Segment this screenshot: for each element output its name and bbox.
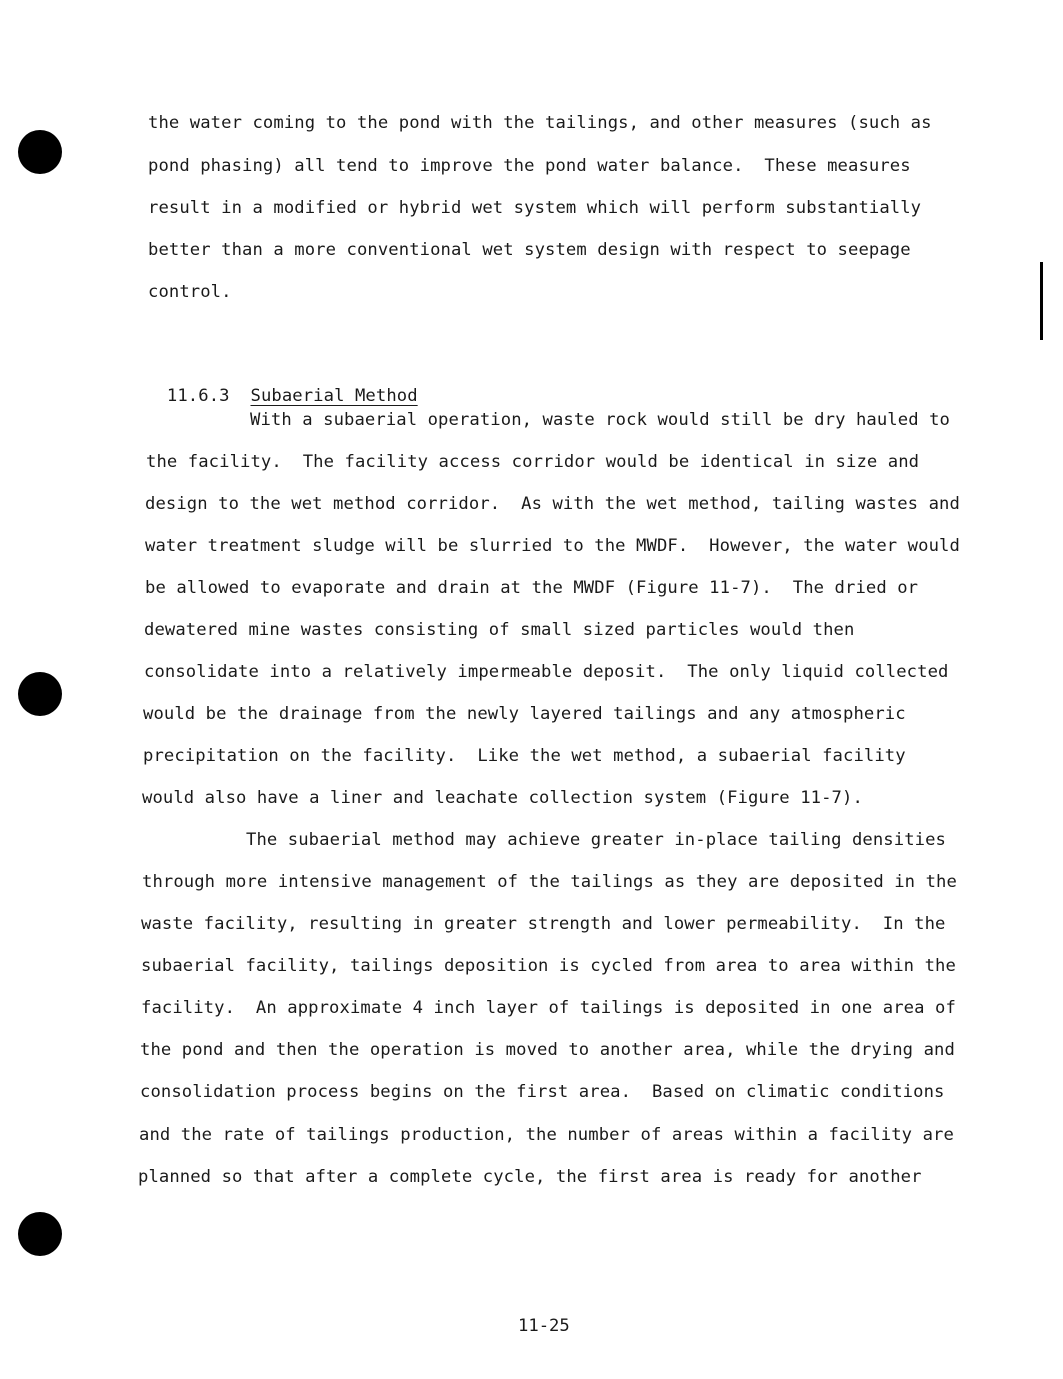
text-line: water treatment sludge will be slurried to the MWDF. However, the water would — [145, 536, 960, 556]
text-line: pond phasing) all tend to improve the pond water balance. These measures — [148, 156, 911, 176]
text-line: result in a modified or hybrid wet system which will perform substantially — [148, 198, 922, 218]
text-line: facility. An approximate 4 inch layer of tailings is deposited in one area of — [141, 998, 956, 1018]
text-line: design to the wet method corridor. As with the wet method, tailing wastes and — [145, 494, 960, 514]
text-line: The subaerial method may achieve greater in-place tailing densities — [246, 830, 946, 850]
page-number: 11-25 — [518, 1316, 570, 1336]
revision-margin-bar — [1040, 262, 1043, 340]
text-line: consolidate into a relatively impermeable deposit. The only liquid collected — [144, 662, 949, 682]
text-line: would also have a liner and leachate collection system (Figure 11-7). — [142, 788, 863, 808]
text-line: would be the drainage from the newly layered tailings and any atmospheric — [143, 704, 906, 724]
text-line: dewatered mine wastes consisting of small sized particles would then — [144, 620, 855, 640]
text-line: waste facility, resulting in greater strength and lower permeability. In the — [141, 914, 946, 934]
punch-hole-middle — [18, 672, 62, 716]
text-line: consolidation process begins on the first area. Based on climatic conditions — [140, 1082, 945, 1102]
section-title: Subaerial Method — [250, 386, 418, 406]
text-line: through more intensive management of the tailings as they are deposited in the — [142, 872, 957, 892]
text-line: the pond and then the operation is moved to another area, while the drying and — [140, 1040, 955, 1060]
text-line: the water coming to the pond with the tailings, and other measures (such as — [148, 113, 932, 133]
punch-hole-bottom — [18, 1212, 62, 1256]
punch-hole-top — [18, 130, 62, 174]
text-line: be allowed to evaporate and drain at the MWDF (Figure 11-7). The dried or — [145, 578, 919, 598]
text-line: subaerial facility, tailings deposition is cycled from area to area within the — [141, 956, 956, 976]
text-line: and the rate of tailings production, the number of areas within a facility are — [139, 1125, 954, 1145]
text-line: With a subaerial operation, waste rock would still be dry hauled to — [250, 410, 950, 430]
text-line: precipitation on the facility. Like the wet method, a subaerial facility — [143, 746, 906, 766]
text-line: better than a more conventional wet system design with respect to seepage — [148, 240, 911, 260]
text-line: the facility. The facility access corridor would be identical in size and — [146, 452, 920, 472]
section-number: 11.6.3 — [166, 386, 230, 406]
section-heading — [146, 366, 418, 406]
text-line: control. — [148, 282, 232, 302]
text-line: planned so that after a complete cycle, the first area is ready for another — [138, 1167, 922, 1187]
